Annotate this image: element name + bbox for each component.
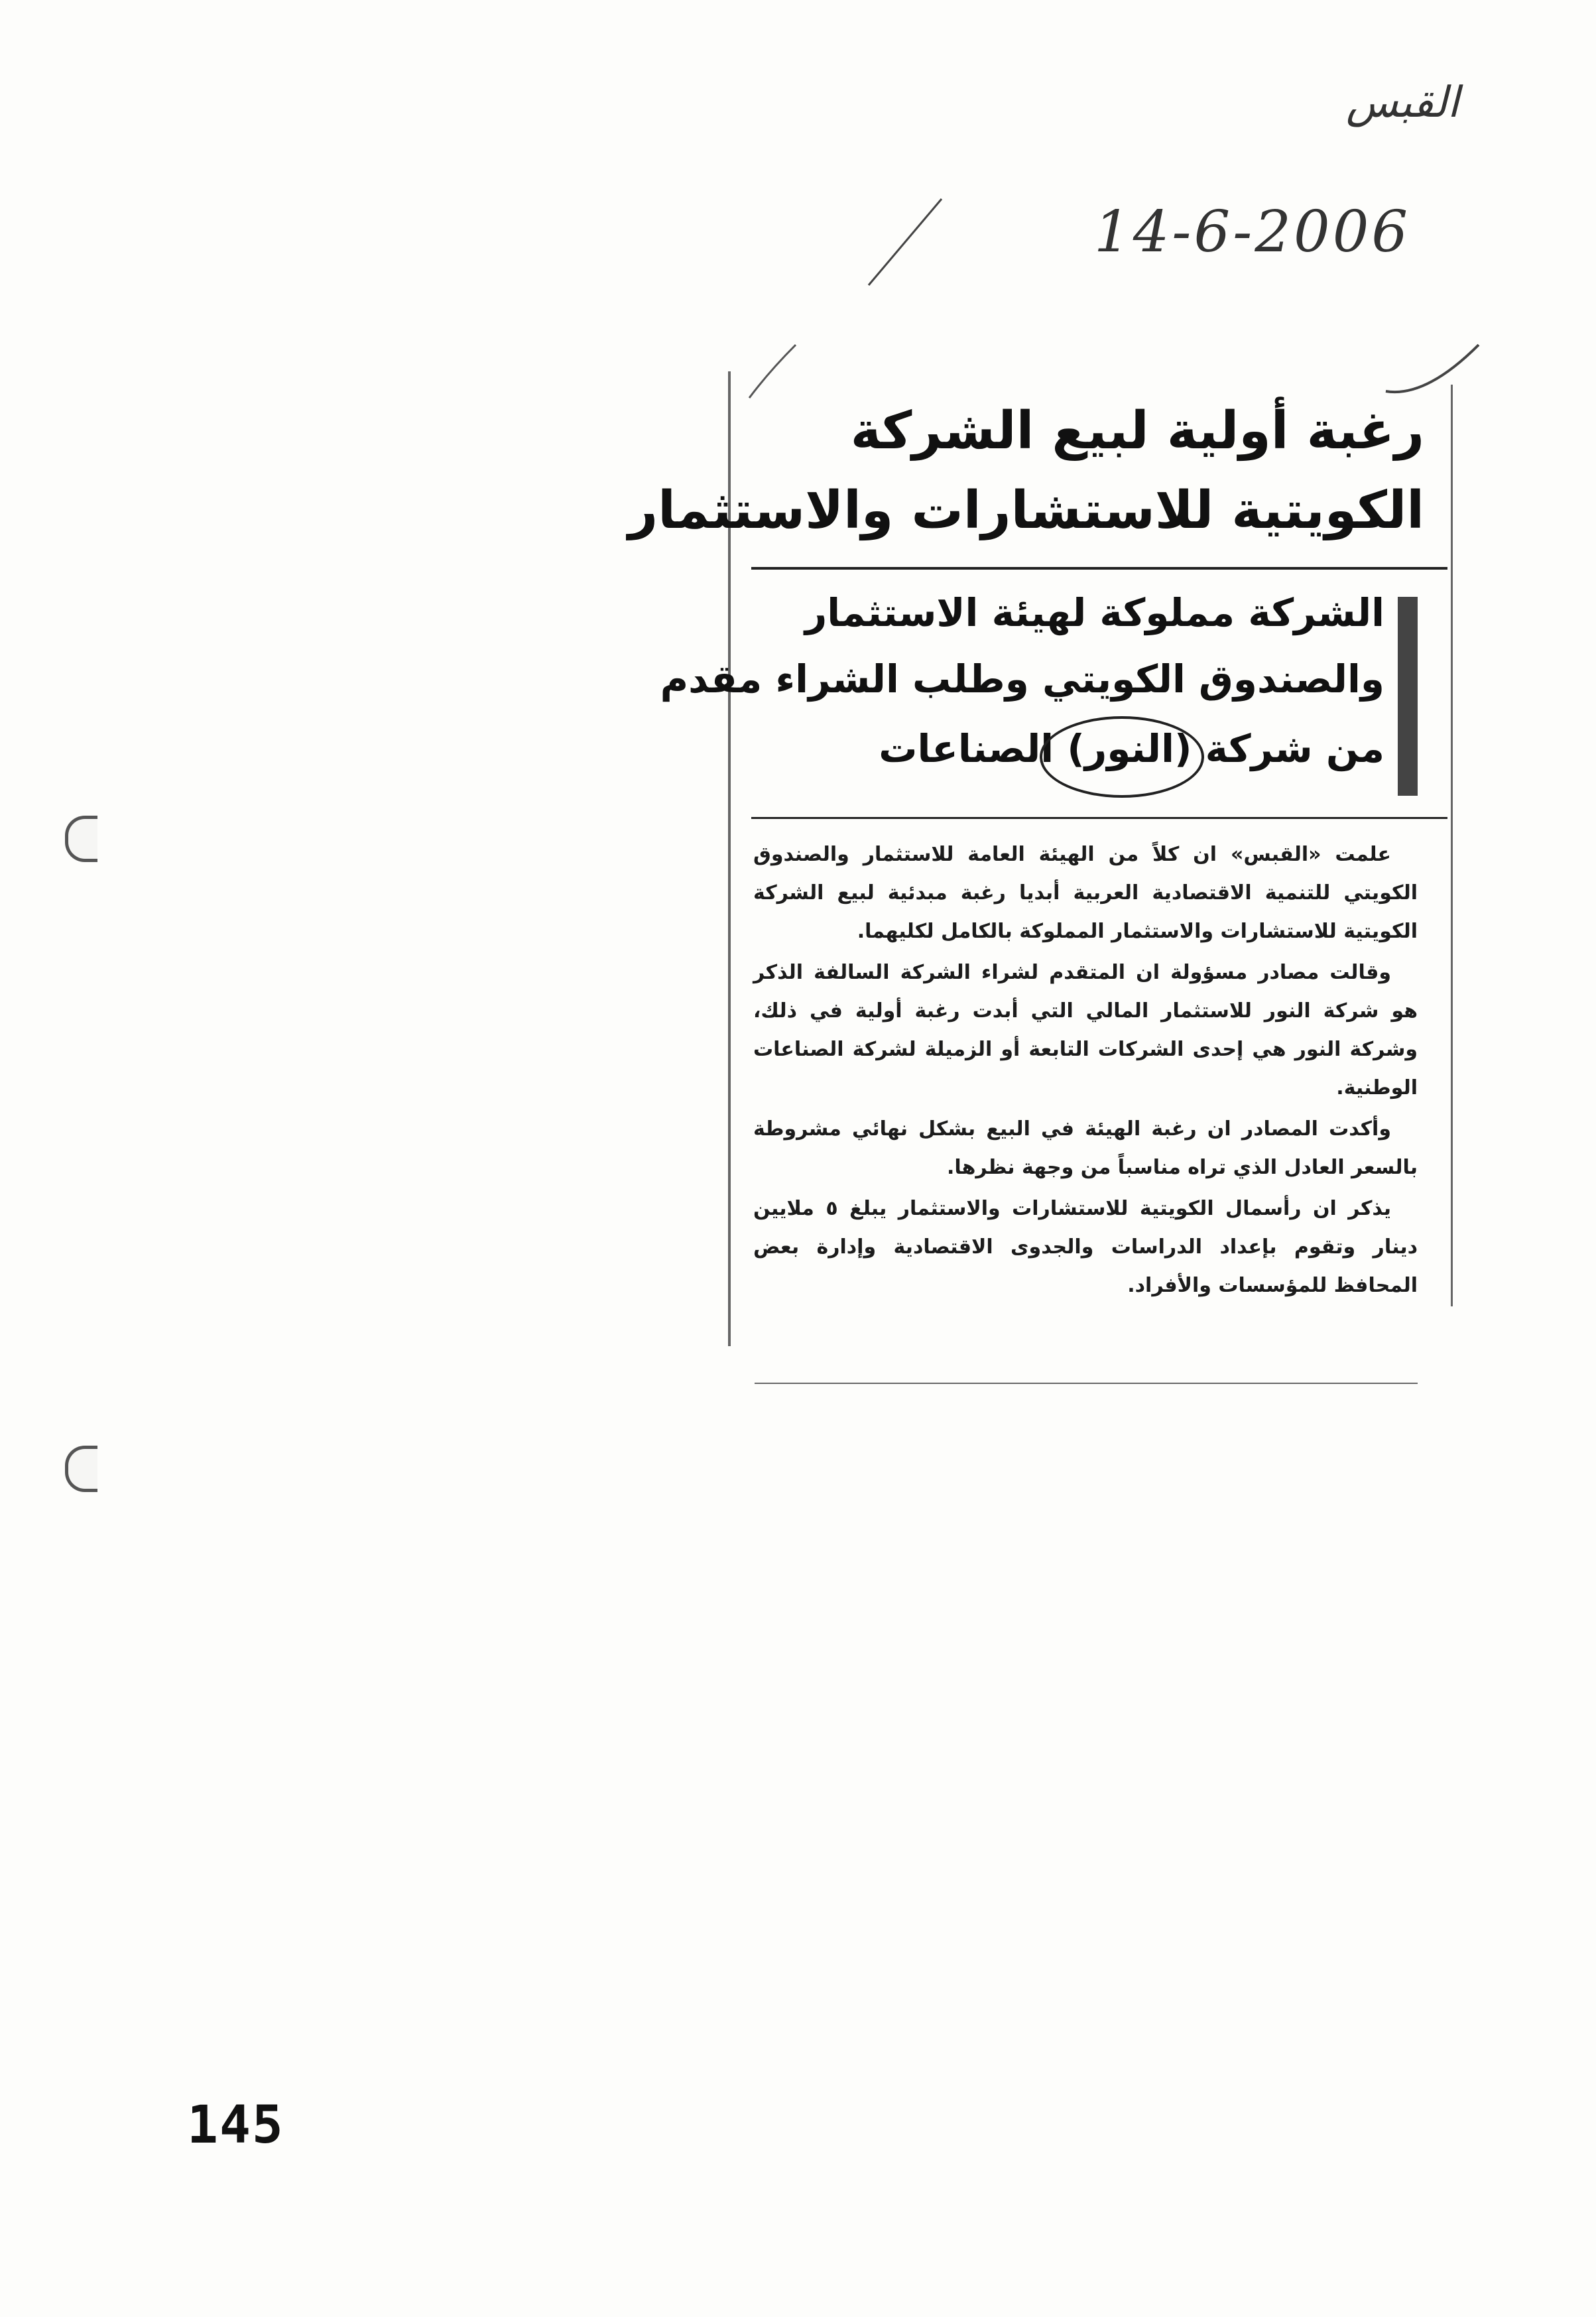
article-headline-line-2: الكويتية للاستشارات والاستثمار: [628, 481, 1424, 540]
subheadline-line-2: والصندوق الكويتي وطلب الشراء مقدم: [660, 657, 1384, 702]
newspaper-clipping: [628, 345, 1454, 1330]
handwritten-date-note: 14-6-2006: [1094, 199, 1411, 265]
article-paragraph: وقالت مصادر مسؤولة ان المتقدم لشراء الشركة السالفة الذكر هو شركة النور للاستثمار المالي التي أبدت رغبة أولية في ذلك، وشركة النور هي إحدى الشركات التابعة أو الزميلة لشركة الصناعات الوطنية.: [753, 961, 1418, 1099]
pen-circle-mark: [1040, 716, 1204, 798]
subheadline-line-3: من شركة (النور) الصناعات: [879, 726, 1384, 771]
punch-hole-top: [65, 816, 97, 862]
page-number: 145: [187, 2096, 284, 2155]
article-paragraph: يذكر ان رأسمال الكويتية للاستشارات والاستثمار يبلغ ٥ ملايين دينار وتقوم بإعداد الدراسات والجدوى الاقتصادية وإدارة بعض المحافظ للمؤسسات والأفراد.: [753, 1197, 1418, 1297]
body-divider: [751, 817, 1447, 819]
punch-hole-bottom: [65, 1446, 97, 1492]
clipping-bottom-edge: [755, 1383, 1418, 1384]
handwritten-source-note: القبس: [1346, 78, 1459, 127]
headline-divider: [751, 567, 1447, 570]
subheadline-line-1: الشركة مملوكة لهيئة الاستثمار: [804, 590, 1384, 635]
article-paragraph: وأكدت المصادر ان رغبة الهيئة في البيع بشكل نهائي مشروطة بالسعر العادل الذي تراه مناسباً من وجهة نظرها.: [753, 1117, 1418, 1179]
article-body: [753, 836, 1418, 1308]
clipping-right-edge: [1451, 385, 1453, 1306]
subheadline-accent-bar: [1398, 597, 1418, 796]
article-headline-line-1: رغبة أولية لبيع الشركة: [850, 401, 1424, 461]
article-paragraph: علمت «القبس» ان كلاً من الهيئة العامة للاستثمار والصندوق الكويتي للتنمية الاقتصادية العربية أبديا رغبة مبدئية لبيع الشركة الكويتية للاستشارات والاستثمار المملوكة بالكامل لكليهما.: [753, 843, 1418, 943]
